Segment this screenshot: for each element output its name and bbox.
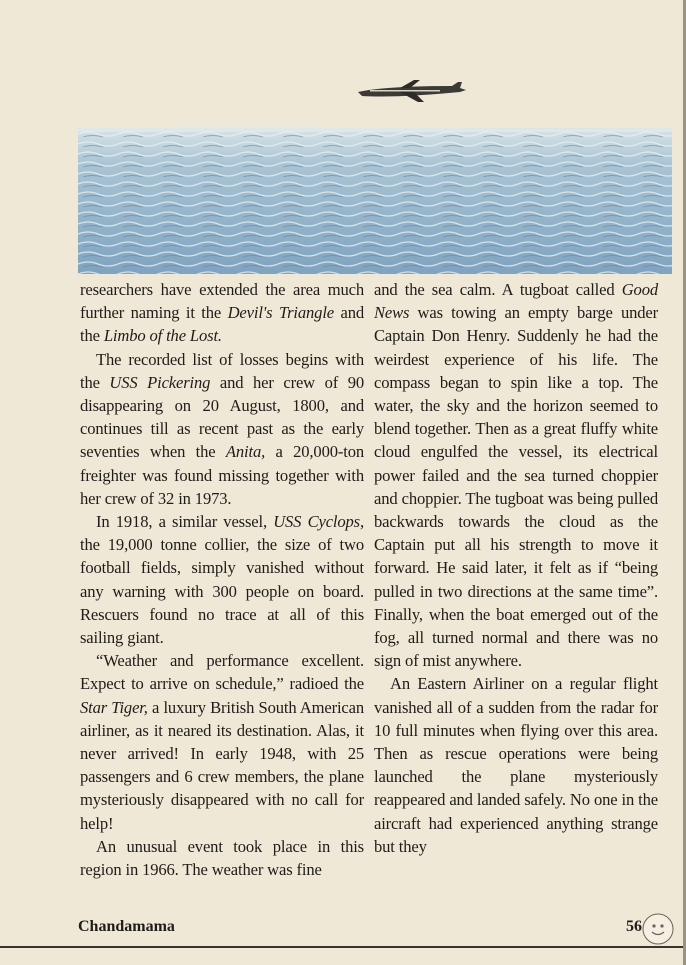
left-column [80, 278, 364, 881]
paragraph: and the sea calm. A tugboat called Good News was towing an empty barge under Captain Don Henry. Suddenly he had the weirdest experience of his life. The compass began to spin like a top. The water, the sky and the horizon seemed to blend together. Then as a great fluffy white cloud engulfed the vessel, its electrical power failed and the sea turned choppier and choppier. The tugboat was being pulled backwards towards the cloud as the Captain put all his strength to move it forward. He said later, it felt as if “being pulled in two directions at the same time”. Finally, when the boat emerged out of the fog, all turned normal and there was no sign of mist anywhere. [374, 280, 658, 671]
airplane-over-sea-illustration [78, 58, 672, 274]
page-number: 56 [626, 918, 642, 935]
airplane-icon [358, 80, 466, 102]
right-column [374, 278, 658, 858]
paragraph: An unusual event took place in this region in 1966. The weather was fine [80, 836, 364, 880]
magazine-title: Chandamama [78, 918, 175, 935]
footer-rule [0, 946, 686, 948]
paragraph: researchers have extended the area much further naming it the Devil's Triangle and the Limbo of the Lost. [80, 280, 364, 346]
paragraph: “Weather and performance excellent. Expect to arrive on schedule,” radioed the Star Tiger, a luxury British South American airliner, as it neared its destination. Alas, it never arrived! In early 1948, with 25 passengers and 6 crew members, the plane mysteriously disappeared with no call for help! [80, 651, 365, 833]
paragraph: In 1918, a similar vessel, USS Cyclops, the 19,000 tonne collier, the size of two football fields, simply vanished without any warning with 300 people on board. Rescuers found no trace at all of this sailing giant. [80, 512, 364, 648]
paragraph: The recorded list of losses begins with the USS Pickering and her crew of 90 disappearing on 20 August, 1800, and continues till as recent past as the early seventies when the Anita, a 20,000-ton freighter was found missing together with her crew of 32 in 1973. [80, 349, 364, 508]
mascot-badge-icon [641, 912, 675, 946]
paragraph: An Eastern Airliner on a regular flight vanished all of a sudden from the radar for 10 full minutes when flying over this area. Then as rescue operations were being launched the plane mysteriously reappeared and landed safely. No one in the aircraft had experienced anything strange but they [374, 674, 658, 856]
